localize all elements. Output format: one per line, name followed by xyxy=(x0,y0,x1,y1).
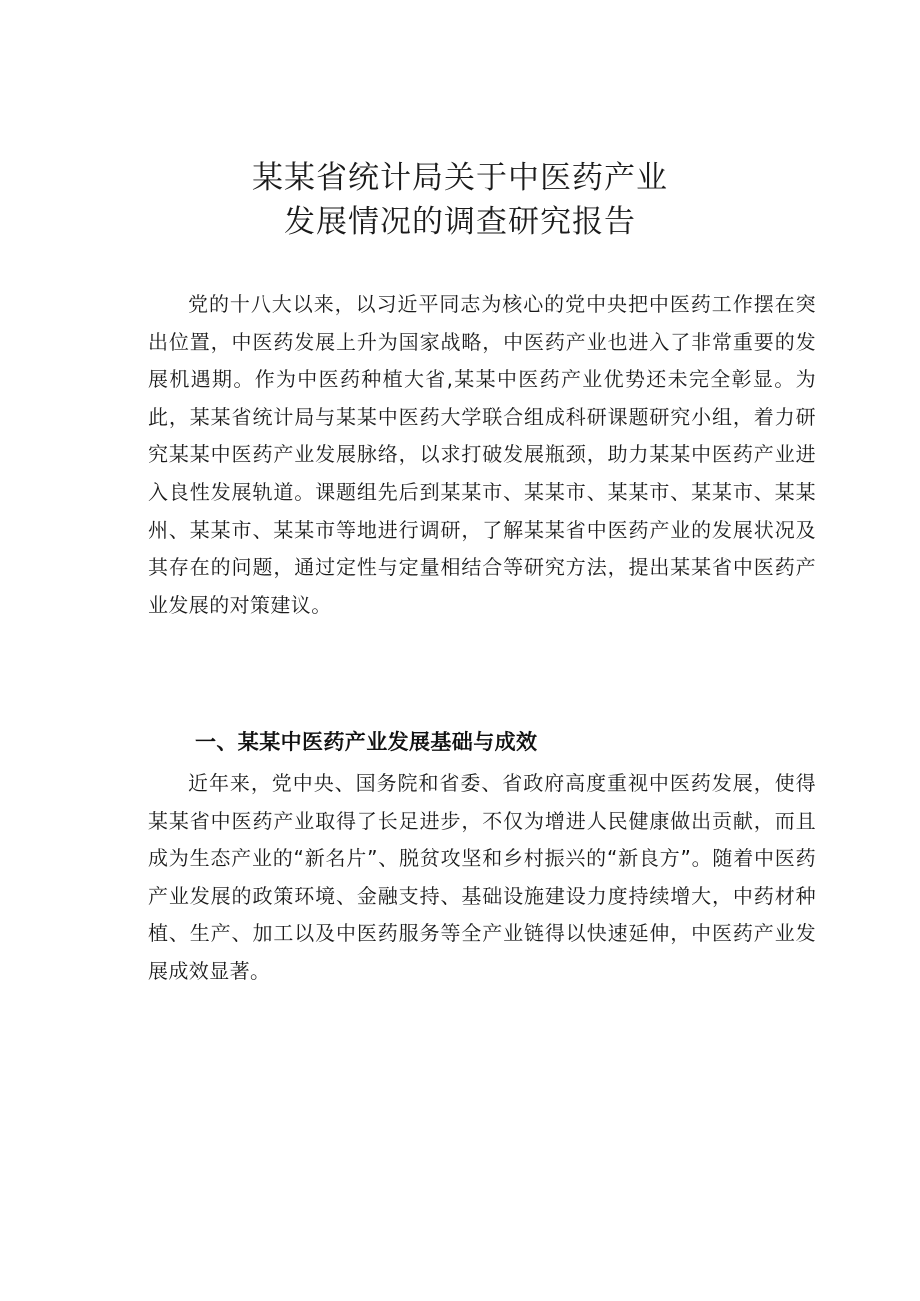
paragraph-intro-text: 党的十八大以来，以习近平同志为核心的党中央把中医药工作摆在突出位置，中医药发展上升为国家战略，中医药产业也进入了非常重要的发展机遇期。作为中医药种植大省,某某中医药产业优势还未完全彰显。为此，某某省统计局与某某中医药大学联合组成科研课题研究小组，着力研究某某中医药产业发展脉络，以求打破发展瓶颈，助力某某中医药产业进入良性发展轨道。课题组先后到某某市、某某市、某某市、某某市、某某州、某某市、某某市等地进行调研，了解某某省中医药产业的发展状况及其存在的问题，通过定性与定量相结合等研究方法，提出某某省中医药产业发展的对策建议。 xyxy=(148,292,816,617)
section-heading-1: 一、某某中医药产业发展基础与成效 xyxy=(195,730,538,754)
paragraph-section-1 xyxy=(148,765,816,991)
document-title-line-1: 某某省统计局关于中医药产业 xyxy=(252,160,668,196)
document-title-line-2: 发展情况的调查研究报告 xyxy=(284,204,636,240)
paragraph-intro xyxy=(148,286,816,624)
paragraph-section-1-text: 近年来，党中央、国务院和省委、省政府高度重视中医药发展，使得某某省中医药产业取得了长足进步，不仅为增进人民健康做出贡献，而且成为生态产业的“新名片”、脱贫攻坚和乡村振兴的“新良方”。随着中医药产业发展的政策环境、金融支持、基础设施建设力度持续增大，中药材种植、生产、加工以及中医药服务等全产业链得以快速延伸，中医药产业发展成效显著。 xyxy=(148,771,816,983)
